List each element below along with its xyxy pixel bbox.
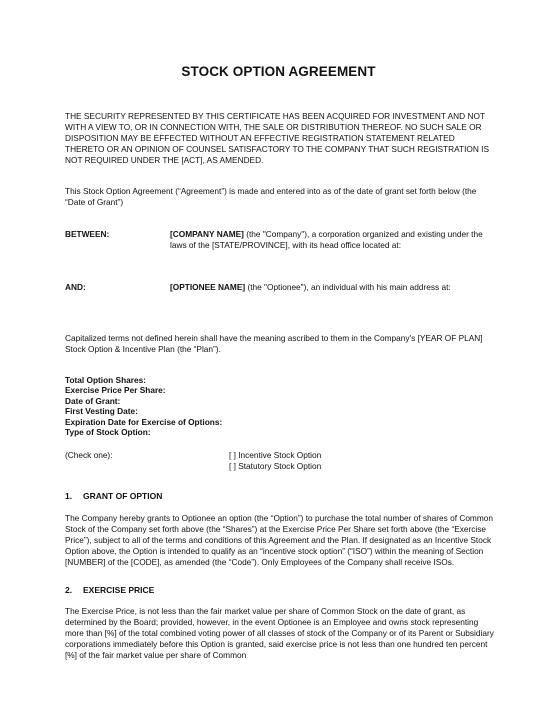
section-2-body: The Exercise Price, is not less than the fair market value per share of Common Stock on the date of grant, as determined by the Board; provided, however, in the event Optionee is an Employee and owns stock representing more than [%] of the total combined voting power of all classes of stock of the Company or of its Parent or Subsidiary corporations immediately before this Option is granted, said exercise price is not less than one hundred ten percent [%] of the fair market value per share of Common xyxy=(65,606,494,660)
company-description: (the "Company"), a corporation organized and existing under the laws of the [STATE/PROVINCE], with its head office located at: xyxy=(170,229,483,250)
section-2-number: 2. xyxy=(65,585,73,595)
field-type-of-stock-option: Type of Stock Option: xyxy=(65,427,151,438)
optionee-name: [OPTIONEE NAME] xyxy=(170,282,246,292)
option-type-checkboxes xyxy=(229,450,321,472)
field-first-vesting-date: First Vesting Date: xyxy=(65,406,138,417)
section-1-title: GRANT OF OPTION xyxy=(83,491,163,501)
section-1-number: 1. xyxy=(65,491,73,501)
and-label: AND: xyxy=(65,282,86,292)
securities-legend: THE SECURITY REPRESENTED BY THIS CERTIFICATE HAS BEEN ACQUIRED FOR INVESTMENT AND NOT WITH A VIEW TO, OR IN CONNECTION WITH, THE SALE OR DISTRIBUTION THEREOF. NO SUCH SALE OR DISPOSITION MAY BE EFFECTED WITHOUT AN EFFECTIVE REGISTRATION STATEMENT RELATED THERETO OR AN OPINION OF COUNSEL SATISFACTORY TO THE COMPANY THAT SUCH REGISTRATION IS NOT REQUIRED UNDER THE [ACT], AS AMENDED. xyxy=(65,111,489,165)
section-1-body: The Company hereby grants to Optionee an option (the “Option”) to purchase the total number of shares of Common Stock of the Company set forth above (the “Shares”) at the Exercise Price Per Share set forth above (the “Exercise Price”), subject to all of the terms and conditions of this Agreement and the Plan. If designated as an Incentive Stock Option above, the Option is intended to qualify as an “incentive stock option” (“ISO”) within the meaning of Section [NUMBER] of the [CODE], as amended (the “Code”). Only Employees of the Company shall receive ISOs. xyxy=(65,513,493,567)
section-2-title: EXERCISE PRICE xyxy=(83,585,155,595)
statutory-stock-option-checkbox[interactable]: [ ] Statutory Stock Option xyxy=(229,461,322,471)
section-2-heading xyxy=(65,585,154,595)
field-exercise-price: Exercise Price Per Share: xyxy=(65,385,166,396)
field-total-option-shares: Total Option Shares: xyxy=(65,375,146,385)
field-date-of-grant: Date of Grant: xyxy=(65,395,121,406)
intro-paragraph: This Stock Option Agreement (“Agreement”) is made and entered into as of the date of grant set forth below (the “Date of Grant”) xyxy=(65,186,477,207)
field-expiration-date: Expiration Date for Exercise of Options: xyxy=(65,416,223,427)
section-1-heading xyxy=(65,491,162,501)
optionee-description: (the "Optionee"), an individual with his main address at: xyxy=(245,282,451,292)
capitalized-terms-paragraph: Capitalized terms not defined herein shall have the meaning ascribed to them in the Company's [YEAR OF PLAN] Stock Option & Incentive Plan (the “Plan”). xyxy=(65,333,483,354)
company-name: [COMPANY NAME] xyxy=(170,229,244,239)
option-fields xyxy=(65,375,222,437)
document-title: STOCK OPTION AGREEMENT xyxy=(181,64,376,79)
check-one-label: (Check one): xyxy=(65,450,113,460)
incentive-stock-option-checkbox[interactable]: [ ] Incentive Stock Option xyxy=(229,450,322,460)
optionee-party xyxy=(170,282,500,293)
company-party xyxy=(170,229,500,251)
between-label: BETWEEN: xyxy=(65,229,110,239)
